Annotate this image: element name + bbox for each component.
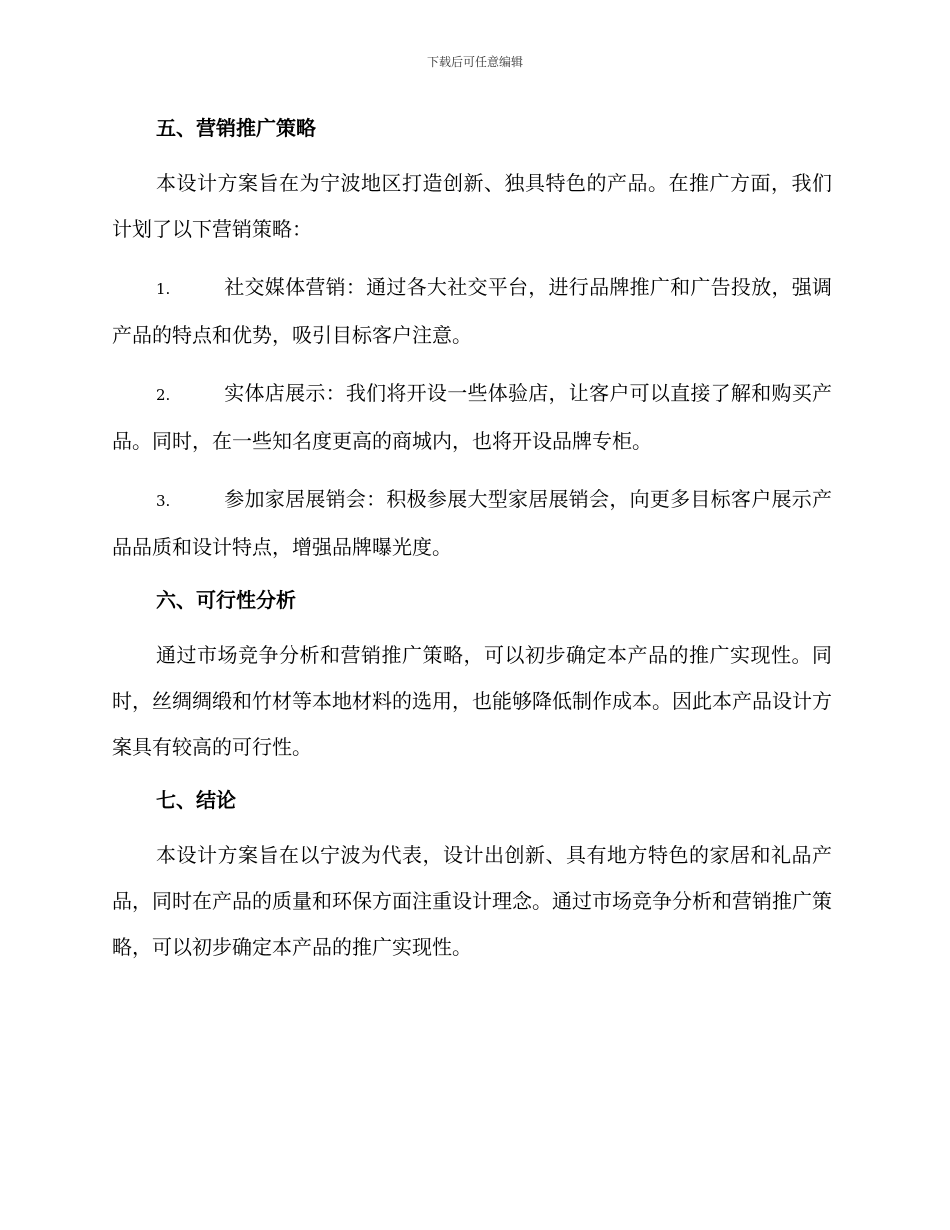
page-header: 下载后可任意编辑 [426, 55, 523, 69]
list-item-text: 社交媒体营销：通过各大社交平台，进行品牌推广和广告投放，强调产品的特点和优势，吸引目标客户注意。 [112, 275, 832, 347]
section-heading-feasibility: 六、可行性分析 [156, 588, 296, 612]
feasibility-paragraph: 通过市场竞争分析和营销推广策略，可以初步确定本产品的推广实现性。同时，丝绸绸缎和竹材等本地材料的选用，也能够降低制作成本。因此本产品设计方案具有较高的可行性。 [112, 643, 832, 759]
list-number: 1. [156, 280, 171, 298]
section-heading-marketing: 五、营销推广策略 [156, 116, 316, 140]
conclusion-paragraph: 本设计方案旨在以宁波为代表，设计出创新、具有地方特色的家居和礼品产品，同时在产品的质量和环保方面注重设计理念。通过市场竞争分析和营销推广策略，可以初步确定本产品的推广实现性。 [112, 843, 832, 959]
marketing-intro-paragraph: 本设计方案旨在为宁波地区打造创新、独具特色的产品。在推广方面，我们计划了以下营销策略： [112, 171, 832, 241]
marketing-list-item-2 [112, 370, 832, 464]
list-item-text: 参加家居展销会：积极参展大型家居展销会，向更多目标客户展示产品品质和设计特点，增强品牌曝光度。 [112, 487, 832, 559]
marketing-list-item-3 [112, 476, 832, 570]
list-number: 3. [156, 492, 171, 510]
section-heading-conclusion: 七、结论 [156, 788, 236, 812]
marketing-list-item-1 [112, 264, 832, 358]
document-body [112, 110, 832, 970]
list-number: 2. [156, 386, 171, 404]
list-item-text: 实体店展示：我们将开设一些体验店，让客户可以直接了解和购买产品。同时，在一些知名度更高的商城内，也将开设品牌专柜。 [112, 381, 832, 453]
